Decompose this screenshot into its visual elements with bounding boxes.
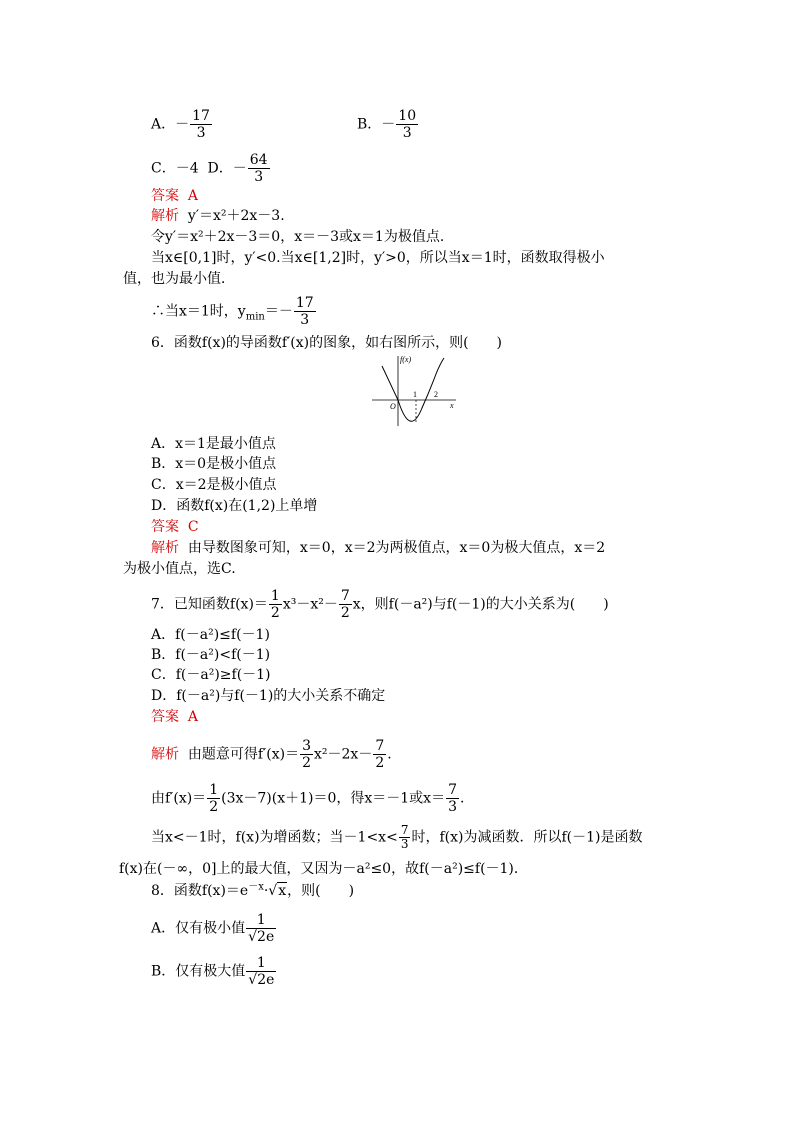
stem-text: x³－x²－ xyxy=(282,596,338,613)
fraction xyxy=(396,108,418,141)
analysis-text: (3x－7)(x＋1)＝0，得x＝－1或x＝ xyxy=(221,790,446,807)
fraction xyxy=(339,588,352,621)
q7-stem xyxy=(151,588,609,621)
tick-label: 2 xyxy=(434,390,438,399)
denominator: 3 xyxy=(400,837,409,851)
denominator: 2 xyxy=(375,755,385,771)
q6-option-b: B．x＝0是极小值点 xyxy=(151,456,277,472)
denominator: 3 xyxy=(300,312,310,328)
minus-sign: － xyxy=(175,116,190,133)
radicand: x xyxy=(278,883,287,899)
subscript: min xyxy=(245,311,265,323)
numerator: 64 xyxy=(249,152,268,168)
option-label: A． xyxy=(151,116,176,133)
q8-option-b xyxy=(151,955,277,988)
analysis-text: ＝－ xyxy=(264,303,293,320)
numerator: 1 xyxy=(209,782,219,798)
analysis-text: . xyxy=(460,790,465,807)
exponent: －x xyxy=(248,881,264,893)
stem-text: x，则f(－a²)与f(－1)的大小关系为( ) xyxy=(352,596,609,613)
q5-analysis-line1 xyxy=(151,206,285,226)
q5-answer xyxy=(151,186,198,206)
numerator: 7 xyxy=(340,588,350,604)
analysis-text: ∴当x＝1时，y xyxy=(151,303,246,320)
stem-text: 8．函数f(x)＝e xyxy=(151,883,249,899)
stem-text: · xyxy=(263,883,269,899)
fraction xyxy=(190,108,212,141)
q7-option-b: B．f(－a²)<f(－1) xyxy=(151,647,271,663)
q5-analysis-line4: 值，也为最小值． xyxy=(123,271,235,287)
option-c: C．－4 xyxy=(151,160,199,177)
numerator: 1 xyxy=(246,955,276,972)
denominator: 2 xyxy=(340,605,350,621)
analysis-text: y′＝x²＋2x－3. xyxy=(187,208,285,224)
denominator: 3 xyxy=(448,799,457,815)
numerator: 7 xyxy=(400,823,409,837)
fraction xyxy=(300,738,313,771)
fraction xyxy=(269,588,282,621)
q6-option-d: D．函数f(x)在(1,2)上单增 xyxy=(151,498,318,514)
q6-stem: 6．函数f(x)的导函数f′(x)的图象，如右图所示，则( ) xyxy=(151,335,503,351)
numerator: 7 xyxy=(448,782,457,798)
x-axis-label: x xyxy=(450,401,454,410)
analysis-text: . xyxy=(387,746,392,763)
fraction xyxy=(399,824,411,851)
numerator: 17 xyxy=(295,295,314,311)
numerator: 1 xyxy=(246,912,276,929)
denominator: 2 xyxy=(302,755,312,771)
option-d: D．－ xyxy=(207,160,247,177)
sqrt-sign: √ xyxy=(268,883,278,899)
denominator: √2e xyxy=(248,972,275,988)
origin-label: O xyxy=(390,402,396,411)
q5-analysis-line5 xyxy=(151,295,317,328)
q5-option-a xyxy=(151,108,213,141)
analysis-text: x²－2x－ xyxy=(314,746,373,763)
denominator: 3 xyxy=(196,125,206,141)
answer-value: A xyxy=(187,709,199,725)
q5-analysis-line2: 令y′＝x²＋2x－3＝0，x＝－3或x＝1为极值点． xyxy=(151,229,454,245)
stem-text: 7．已知函数f(x)＝ xyxy=(151,596,268,613)
analysis-text: 由f′(x)＝ xyxy=(151,790,207,807)
q5-analysis-line3: 当x∈[0,1]时，y′<0.当x∈[1,2]时，y′>0，所以当x＝1时，函数取得极小 xyxy=(151,250,605,266)
answer-value: C xyxy=(187,519,199,535)
answer-value: A xyxy=(187,188,199,204)
numerator: 17 xyxy=(192,108,210,124)
q8-option-a xyxy=(151,912,277,945)
numerator: 1 xyxy=(270,588,280,604)
option-label: B． xyxy=(357,116,382,133)
denominator: √2e xyxy=(248,929,275,945)
fraction xyxy=(294,295,316,328)
fraction xyxy=(246,912,276,945)
q7-analysis-line2 xyxy=(151,782,464,815)
analysis-label: 解析 xyxy=(151,746,179,763)
derivative-graph xyxy=(370,352,460,428)
fraction xyxy=(207,782,220,815)
denominator: 2 xyxy=(209,799,219,815)
q6-option-a: A．x＝1是最小值点 xyxy=(151,436,276,452)
q7-option-d: D．f(－a²)与f(－1)的大小关系不确定 xyxy=(151,688,386,704)
fraction xyxy=(373,738,386,771)
option-text: A．仅有极小值 xyxy=(151,920,246,937)
q7-analysis-line3 xyxy=(151,824,642,851)
q5-option-cd xyxy=(151,152,271,185)
analysis-text: 由导数图象可知，x＝0，x＝2为两极值点，x＝0为极大值点，x＝2 xyxy=(187,540,606,556)
q6-answer xyxy=(151,517,199,537)
numerator: 10 xyxy=(398,108,417,124)
q7-analysis-line1 xyxy=(151,738,392,771)
analysis-text: 当x<－1时，f(x)为增函数；当－1<x< xyxy=(151,829,398,846)
q6-analysis-line2: 为极小值点，选C. xyxy=(123,561,236,577)
analysis-label: 解析 xyxy=(151,540,179,556)
answer-label: 答案 xyxy=(151,709,179,725)
denominator: 3 xyxy=(402,125,412,141)
numerator: 3 xyxy=(302,738,312,754)
stem-text: ，则( ) xyxy=(287,883,355,899)
q6-option-c: C．x＝2是极小值点 xyxy=(151,477,277,493)
analysis-text: 时，f(x)为减函数．所以f(－1)是函数 xyxy=(411,829,643,846)
tick-label: 1 xyxy=(413,390,417,399)
answer-label: 答案 xyxy=(151,188,179,204)
fraction xyxy=(246,955,276,988)
denominator: 2 xyxy=(270,605,280,621)
numerator: 7 xyxy=(375,738,385,754)
q6-analysis-line1 xyxy=(151,538,605,558)
q7-option-a: A．f(－a²)≤f(－1) xyxy=(151,627,270,643)
option-text: B．仅有极大值 xyxy=(151,963,246,980)
denominator: 3 xyxy=(254,169,264,185)
fraction xyxy=(446,782,459,815)
analysis-text: 由题意可得f′(x)＝ xyxy=(187,746,300,763)
answer-label: 答案 xyxy=(151,519,179,535)
q5-option-b xyxy=(357,108,419,141)
fraction xyxy=(248,152,270,185)
y-axis-label: f(x) xyxy=(400,355,412,364)
q7-analysis-line4: f(x)在(－∞，0]上的最大值，又因为－a²≤0，故f(－a²)≤f(－1)． xyxy=(119,861,528,877)
analysis-label: 解析 xyxy=(151,208,179,224)
minus-sign: － xyxy=(381,116,396,133)
q7-answer xyxy=(151,707,198,727)
q7-option-c: C．f(－a²)≥f(－1) xyxy=(151,667,271,683)
q8-stem xyxy=(151,881,354,901)
